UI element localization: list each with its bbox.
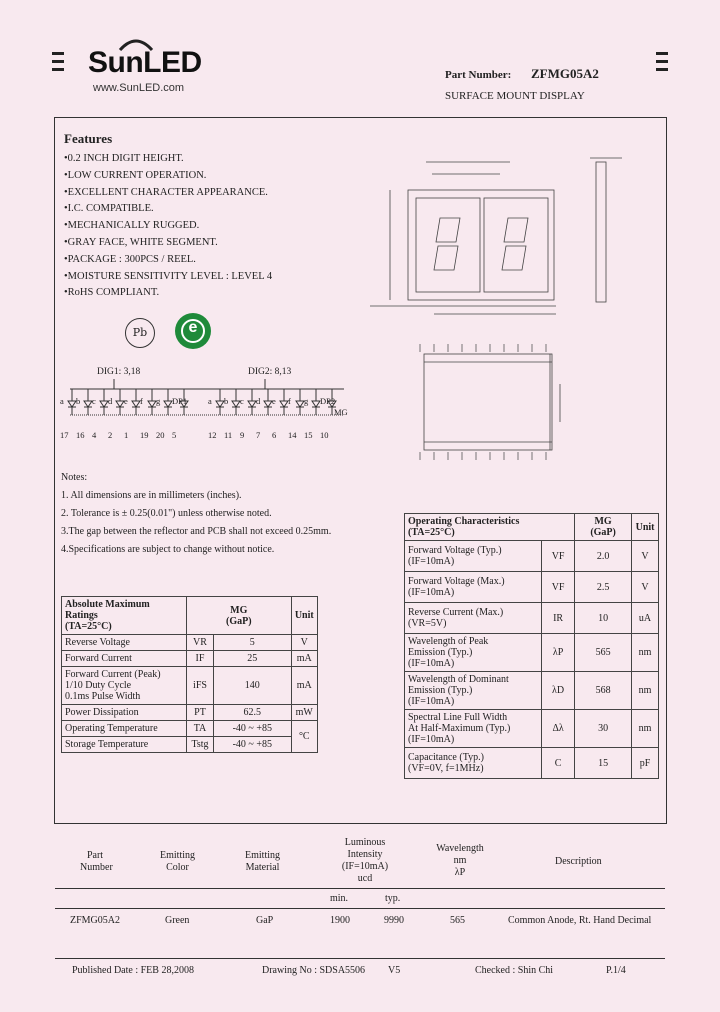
op-char-value: 10: [575, 603, 632, 634]
op-char-value: 2.5: [575, 572, 632, 603]
pb-free-label: Pb: [132, 326, 148, 339]
abs-max-name: Storage Temperature: [62, 737, 187, 753]
op-char-unit: nm: [632, 634, 659, 672]
circuit-label: 2: [108, 430, 113, 440]
op-char-unit: V: [632, 572, 659, 603]
abs-max-name: Reverse Voltage: [62, 635, 187, 651]
op-char-unit: nm: [632, 672, 659, 710]
abs-max-value: 25: [214, 651, 292, 667]
op-char-value: 565: [575, 634, 632, 672]
abs-max-name: Forward Current (Peak) 1/10 Duty Cycle 0.1ms Pulse Width: [62, 667, 187, 705]
part-number-label: Part Number:: [445, 69, 512, 81]
footer-divider: [55, 958, 665, 959]
sel-min: 1900: [330, 915, 350, 926]
pb-free-badge: [125, 318, 155, 348]
op-char-unit: uA: [632, 603, 659, 634]
op-char-name: Reverse Current (Max.) (VR=5V): [405, 603, 542, 634]
feature-item: •MOISTURE SENSITIVITY LEVEL : LEVEL 4: [64, 270, 273, 282]
dig2-label: DIG2: 8,13: [248, 367, 292, 377]
abs-max-cond: (TA=25°C): [65, 621, 112, 632]
feature-item: •PACKAGE : 300PCS / REEL.: [64, 253, 196, 265]
circuit-label: c: [92, 396, 96, 406]
circuit-label: g: [304, 396, 309, 406]
abs-max-symbol: IF: [187, 651, 214, 667]
part-number: ZFMG05A2: [531, 66, 599, 81]
footer-version: V5: [388, 965, 401, 976]
dig2-segment-labels: [208, 396, 343, 408]
circuit-label: 4: [92, 430, 97, 440]
sun-arc-icon: [116, 32, 156, 52]
abs-max-title: Absolute Maximum Ratings: [65, 599, 150, 621]
op-char-col-mg: MG: [594, 516, 612, 527]
table-row: [405, 572, 659, 603]
table-row: [405, 672, 659, 710]
dig2-pin-numbers: [208, 430, 343, 442]
op-char-unit: pF: [632, 748, 659, 779]
abs-max-col-unit: Unit: [294, 610, 314, 621]
table-row: [62, 737, 318, 753]
abs-max-unit: mA: [291, 667, 317, 705]
circuit-label: 19: [140, 430, 149, 440]
table-row: [62, 635, 318, 651]
feature-item: •MECHANICALLY RUGGED.: [64, 220, 200, 232]
op-char-symbol: VF: [542, 541, 575, 572]
abs-max-value: -40 ~ +85: [214, 721, 292, 737]
abs-max-symbol: VR: [187, 635, 214, 651]
circuit-label: 20: [156, 430, 165, 440]
features-title: Features: [64, 131, 113, 146]
circuit-label: 7: [256, 430, 261, 440]
abs-max-name: Power Dissipation: [62, 705, 187, 721]
circuit-label: 6: [272, 430, 277, 440]
feature-item: •RoHS COMPLIANT.: [64, 287, 160, 299]
op-char-unit: V: [632, 541, 659, 572]
feature-item: •GRAY FACE, WHITE SEGMENT.: [64, 236, 218, 248]
abs-max-value: 5: [214, 635, 292, 651]
logo: SunLED: [88, 46, 202, 79]
circuit-label: g: [156, 396, 161, 406]
circuit-label: a: [208, 396, 212, 406]
abs-max-col-gap: (GaP): [226, 615, 252, 627]
dimension-drawing: [360, 122, 660, 500]
op-char-name: Wavelength of Peak Emission (Typ.) (IF=10mA): [405, 634, 542, 672]
rohs-e-label: e: [188, 319, 198, 336]
circuit-label: b: [76, 396, 81, 406]
abs-max-unit: °C: [291, 721, 317, 753]
circuit-label: b: [224, 396, 229, 406]
circuit-label: e: [272, 396, 276, 406]
abs-max-col-mg: MG: [230, 604, 248, 616]
sel-col-luminous: Luminous Intensity (IF=10mA) ucd: [341, 837, 389, 884]
abs-max-symbol: Tstg: [187, 737, 214, 753]
circuit-label: 15: [304, 430, 313, 440]
footer-checked: Checked : Shin Chi: [475, 965, 554, 976]
table-row: [62, 721, 318, 737]
op-char-symbol: IR: [542, 603, 575, 634]
table-row: [62, 667, 318, 705]
circuit-label: 16: [76, 430, 85, 440]
op-char-col-unit: Unit: [635, 521, 655, 533]
rohs-e-icon: [175, 313, 211, 349]
op-char-symbol: VF: [542, 572, 575, 603]
abs-max-unit: mA: [291, 651, 317, 667]
table-row: [62, 705, 318, 721]
circuit-label: 11: [224, 430, 233, 440]
abs-max-value: -40 ~ +85: [214, 737, 292, 753]
circuit-mg-label: MG: [334, 407, 348, 417]
product-type: SURFACE MOUNT DISPLAY: [445, 90, 585, 102]
circuit-label: f: [288, 396, 291, 406]
note-3: 3.The gap between the reflector and PCB shall not exceed 0.25mm.: [61, 526, 332, 537]
sel-part: ZFMG05A2: [70, 915, 121, 926]
features-list: [64, 151, 272, 302]
footer-published: Published Date : FEB 28,2008: [72, 965, 194, 976]
circuit-label: 5: [172, 430, 177, 440]
circuit-label: c: [240, 396, 244, 406]
feature-item: •EXCELLENT CHARACTER APPEARANCE.: [64, 186, 268, 198]
sel-wavelength: 565: [450, 915, 465, 926]
abs-max-name: Operating Temperature: [62, 721, 187, 737]
op-char-table: [404, 513, 659, 779]
sel-col-typ: typ.: [385, 893, 401, 904]
circuit-label: f: [140, 396, 143, 406]
abs-max-unit: mW: [291, 705, 317, 721]
feature-item: •0.2 INCH DIGIT HEIGHT.: [64, 153, 184, 164]
sel-col-desc: Description: [555, 856, 602, 867]
abs-max-unit: V: [291, 635, 317, 651]
table-row: [405, 541, 659, 572]
abs-max-name: Forward Current: [62, 651, 187, 667]
op-char-name: Capacitance (Typ.) (VF=0V, f=1MHz): [405, 748, 542, 779]
circuit-label: e: [124, 396, 128, 406]
abs-max-table: [61, 596, 318, 753]
table-row: [405, 710, 659, 748]
op-char-name: Forward Voltage (Typ.) (IF=10mA): [405, 541, 542, 572]
circuit-label: 12: [208, 430, 217, 440]
op-char-symbol: Δλ: [542, 710, 575, 748]
footer-drawing: Drawing No : SDSA5506: [262, 965, 366, 976]
op-char-name: Forward Voltage (Max.) (IF=10mA): [405, 572, 542, 603]
sel-col-material: Emitting Material: [245, 850, 280, 873]
abs-max-value: 62.5: [214, 705, 292, 721]
abs-max-value: 140: [214, 667, 292, 705]
circuit-label: DP2: [320, 396, 336, 406]
website: www.SunLED.com: [93, 82, 185, 94]
circuit-label: DP1: [172, 396, 188, 406]
note-1: 1. All dimensions are in millimeters (inches).: [61, 490, 242, 501]
abs-max-symbol: TA: [187, 721, 214, 737]
op-char-unit: nm: [632, 710, 659, 748]
circuit-label: 17: [60, 430, 69, 440]
sel-col-wavelength: Wavelength nm λP: [436, 843, 484, 878]
dig1-pin-numbers: [60, 430, 195, 442]
circuit-label: d: [256, 396, 261, 406]
table-row: [405, 634, 659, 672]
sel-material: GaP: [256, 915, 274, 926]
footer-page: P.1/4: [606, 965, 626, 976]
circuit-label: 1: [124, 430, 129, 440]
circuit-label: 14: [288, 430, 297, 440]
abs-max-symbol: iFS: [187, 667, 214, 705]
dig1-label: DIG1: 3,18: [97, 367, 141, 377]
sel-divider: [55, 888, 665, 889]
feature-item: •LOW CURRENT OPERATION.: [64, 169, 207, 181]
note-4: 4.Specifications are subject to change without notice.: [61, 544, 275, 555]
table-row: [405, 603, 659, 634]
op-char-value: 15: [575, 748, 632, 779]
sel-desc: Common Anode, Rt. Hand Decimal: [508, 915, 652, 926]
notes-title: Notes:: [61, 472, 88, 483]
table-row: [62, 651, 318, 667]
op-char-name: Wavelength of Dominant Emission (Typ.) (IF=10mA): [405, 672, 542, 710]
right-bars-icon: [656, 52, 668, 76]
table-row: [405, 748, 659, 779]
sel-divider-2: [55, 908, 665, 909]
sel-color: Green: [165, 915, 190, 926]
sel-col-color: Emitting Color: [160, 850, 195, 873]
circuit-label: 10: [320, 430, 329, 440]
op-char-cond: (TA=25°C): [408, 527, 455, 538]
op-char-col-gap: (GaP): [590, 527, 616, 538]
sel-col-min: min.: [330, 893, 349, 904]
sel-typ: 9990: [384, 915, 404, 926]
abs-max-symbol: PT: [187, 705, 214, 721]
op-char-symbol: λP: [542, 634, 575, 672]
circuit-label: d: [108, 396, 113, 406]
circuit-label: 9: [240, 430, 245, 440]
op-char-symbol: λD: [542, 672, 575, 710]
op-char-symbol: C: [542, 748, 575, 779]
op-char-value: 568: [575, 672, 632, 710]
op-char-value: 2.0: [575, 541, 632, 572]
op-char-title: Operating Characteristics: [408, 516, 520, 527]
op-char-value: 30: [575, 710, 632, 748]
note-2: 2. Tolerance is ± 0.25(0.01") unless otherwise noted.: [61, 508, 272, 519]
left-bars-icon: [52, 52, 64, 76]
sel-col-part: Part Number: [80, 850, 113, 873]
circuit-label: a: [60, 396, 64, 406]
dig1-segment-labels: [60, 396, 190, 408]
feature-item: •I.C. COMPATIBLE.: [64, 203, 154, 215]
op-char-name: Spectral Line Full Width At Half-Maximum (Typ.) (IF=10mA): [405, 710, 542, 748]
